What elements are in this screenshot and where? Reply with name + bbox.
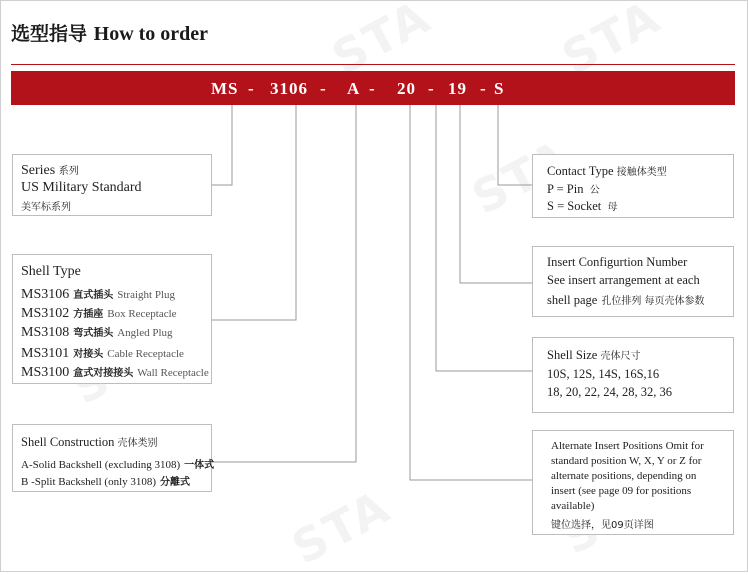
title-cn: 选型指导 [11, 23, 88, 45]
code-part-ms: MS [211, 79, 239, 98]
shell-type-item: MS3108 弯式插头 Angled Plug [21, 325, 173, 340]
contact-type-label: Contact Type 接触体类型 [547, 164, 667, 178]
shell-type-item: MS3106 直式插头 Straight Plug [21, 287, 175, 302]
code-separator: - [248, 79, 255, 98]
alt-insert-line: Alternate Insert Positions Omit for [551, 440, 704, 452]
code-part-shell-type: 3106 [270, 79, 308, 98]
shell-size-values: 18, 20, 22, 24, 28, 32, 36 [547, 385, 672, 399]
construction-item: A-Solid Backshell (excluding 3108) 一体式 [21, 459, 215, 471]
code-separator: - [480, 79, 487, 98]
series-box [12, 154, 212, 216]
shell-construction-label: Shell Construction 壳体类别 [21, 435, 158, 449]
contact-item: P = Pin 公 [547, 182, 600, 196]
alt-insert-cn: 键位选择，见09页详图 [551, 520, 654, 531]
code-part-construction: A [347, 79, 361, 98]
code-separator: - [369, 79, 376, 98]
contact-item: S = Socket 母 [547, 199, 618, 213]
shell-type-item: MS3101 对接头 Cable Receptacle [21, 346, 184, 361]
alt-insert-line: available) [551, 500, 595, 512]
connector-shell-type [212, 105, 296, 320]
shell-type-item: MS3102 方插座 Box Receptacle [21, 306, 177, 321]
series-label: Series 系列 [21, 163, 79, 178]
code-part-shell-size: 20 [397, 79, 416, 98]
alt-insert-box [532, 430, 734, 535]
insert-config-label: Insert Configurtion Number [547, 255, 688, 269]
insert-config-line: shell page 孔位排列 每页壳体参数 [547, 293, 705, 307]
connector-construction [212, 105, 356, 462]
shell-size-values: 10S, 12S, 14S, 16S,16 [547, 367, 660, 381]
code-part-contact: S [494, 79, 505, 98]
insert-config-box [532, 246, 734, 317]
connector-contact [498, 105, 532, 185]
alt-insert-line: standard position W, X, Y or Z for [551, 455, 702, 467]
shell-construction-box [12, 424, 215, 492]
code-separator: - [428, 79, 435, 98]
alt-insert-line: alternate positions, depending on [551, 470, 697, 482]
shell-size-label: Shell Size 壳体尺寸 [547, 348, 641, 362]
series-desc-cn: 美军标系列 [21, 202, 71, 213]
connector-series [212, 105, 232, 185]
connector-alt-insert [410, 105, 532, 480]
insert-config-line: See insert arrangement at each [547, 273, 700, 287]
contact-type-box [532, 154, 734, 218]
shell-type-label: Shell Type [21, 264, 81, 279]
alt-insert-line: insert (see page 09 for positions [551, 485, 692, 497]
connector-insert-config [460, 105, 532, 283]
code-separator: - [320, 79, 327, 98]
shell-size-box [532, 337, 734, 413]
construction-item: B -Split Backshell (only 3108) 分離式 [21, 476, 191, 488]
series-desc: US Military Standard [21, 180, 142, 195]
title-en: How to order [93, 23, 209, 45]
code-part-insert: 19 [448, 79, 467, 98]
shell-type-item: MS3100 盒式对接接头 Wall Receptacle [21, 365, 209, 380]
connector-shell-size [436, 105, 532, 371]
shell-type-box [12, 254, 212, 384]
